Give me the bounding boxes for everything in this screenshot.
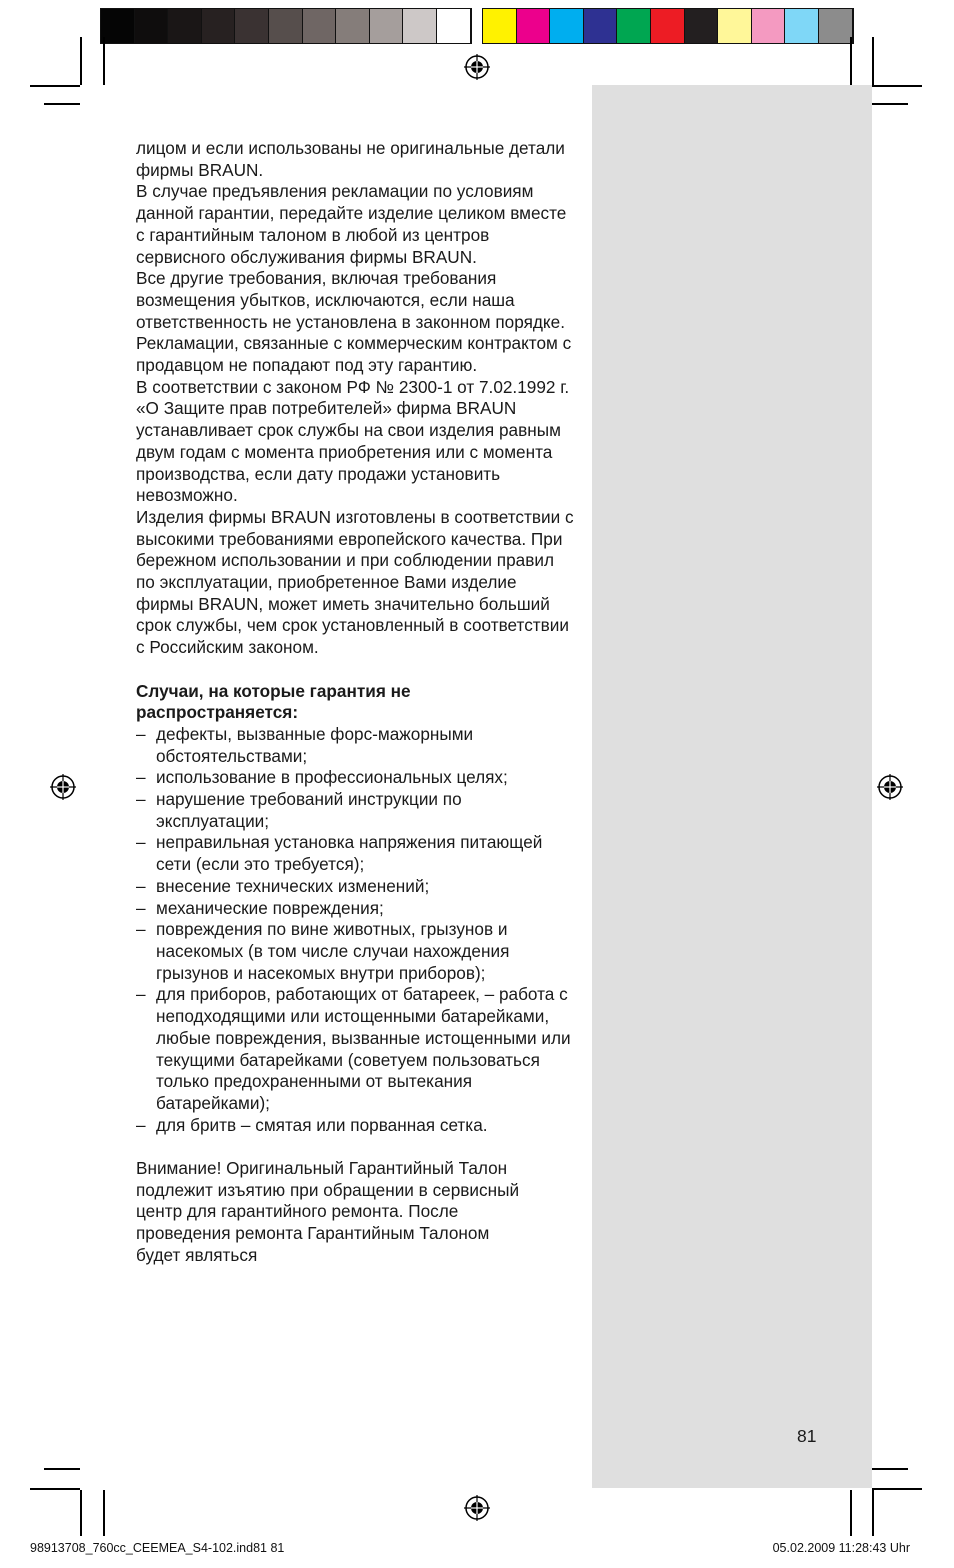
list-item: – для приборов, работающих от батареек, – работа с неподходящими или истощенными батарейками, любые повреждения, вызванные истощенными или текущими батарейками (советуем пользоваться только предохраненными от вытекания батарейками); (136, 984, 571, 1113)
paragraph: лицом и если использованы не оригинальные детали фирмы BRAUN. (136, 138, 565, 180)
color-swatch (483, 9, 517, 43)
color-swatch (685, 9, 719, 43)
list-item: – для бритв – смятая или порванная сетка. (136, 1114, 488, 1135)
page-number: 81 (797, 1426, 817, 1446)
color-swatch (235, 9, 269, 43)
list-item: – использование в профессиональных целях; (136, 767, 508, 788)
paragraph: Изделия фирмы BRAUN изготовлены в соответствии с высокими требованиями европейского качества. При бережном использовании и при соблюдении правил по эксплуатации, приобретенное Вами изделие фирмы BRAUN, может иметь значительно больший срок службы, чем срок установленный в соответствии с Российским законом. (136, 506, 574, 658)
paragraph: В случае предъявления рекламации по условиям данной гарантии, передайте изделие целиком вместе с гарантийным талоном в любой из центров сервисного обслуживания фирмы BRAUN. (136, 181, 567, 267)
color-swatch (584, 9, 618, 43)
color-swatch (752, 9, 786, 43)
registration-mark-icon (464, 1495, 490, 1521)
registration-mark-icon (877, 774, 903, 800)
list-item: – неправильная установка напряжения питающей сети (если это требуется); (136, 832, 543, 875)
paragraph: В соответствии с законом РФ № 2300-1 от 7.02.1992 г. «О Защите прав потребителей» фирма BRAUN устанавливает срок службы на свои изделия равным двум годам с момента приобретения или с момента производства, если дату продажи установить невозможно. (136, 376, 570, 506)
color-calibration-bar (482, 8, 854, 44)
color-swatch (819, 9, 853, 43)
color-swatch (651, 9, 685, 43)
list-item: – механические повреждения; (136, 897, 384, 918)
color-swatch (168, 9, 202, 43)
color-swatch (403, 9, 437, 43)
list-item: – дефекты, вызванные форс-мажорными обстоятельствами; (136, 723, 474, 766)
warranty-text-column (136, 138, 576, 1267)
color-swatch (517, 9, 551, 43)
exclusions-heading: Случаи, на которые гарантия не распространяется: (136, 680, 411, 723)
slug-timestamp: 05.02.2009 11:28:43 Uhr (772, 1541, 910, 1555)
exclusions-list (136, 724, 576, 1136)
list-item: – нарушение требований инструкции по эксплуатации; (136, 789, 462, 831)
color-swatch (135, 9, 169, 43)
slug-filename: 98913708_760cc_CEEMEA_S4-102.ind81 81 (30, 1541, 285, 1555)
color-swatch (718, 9, 752, 43)
color-swatch (785, 9, 819, 43)
registration-mark-icon (464, 54, 490, 80)
paragraph: Все другие требования, включая требования возмещения убытков, исключаются, если наша ответственность не установлена в законном порядке. (136, 268, 565, 332)
gray-side-panel (592, 85, 872, 1488)
color-swatch (101, 9, 135, 43)
color-swatch (336, 9, 370, 43)
notice-paragraph: Внимание! Оригинальный Гарантийный Талон подлежит изъятию при обращении в сервисный центр для гарантийного ремонта. После проведения ремонта Гарантийным Талоном будет являться (136, 1158, 520, 1265)
registration-mark-icon (50, 774, 76, 800)
color-swatch (269, 9, 303, 43)
color-swatch (550, 9, 584, 43)
color-swatch (370, 9, 404, 43)
color-swatch (437, 9, 471, 43)
list-item: – повреждения по вине животных, грызунов и насекомых (в том числе случаи нахождения грызунов и насекомых внутри приборов); (136, 919, 510, 983)
list-item: – внесение технических изменений; (136, 875, 430, 896)
color-swatch (202, 9, 236, 43)
color-swatch (303, 9, 337, 43)
color-swatch (617, 9, 651, 43)
grayscale-calibration-bar (100, 8, 472, 44)
paragraph: Рекламации, связанные с коммерческим контрактом с продавцом не попадают под эту гарантию. (136, 333, 572, 376)
